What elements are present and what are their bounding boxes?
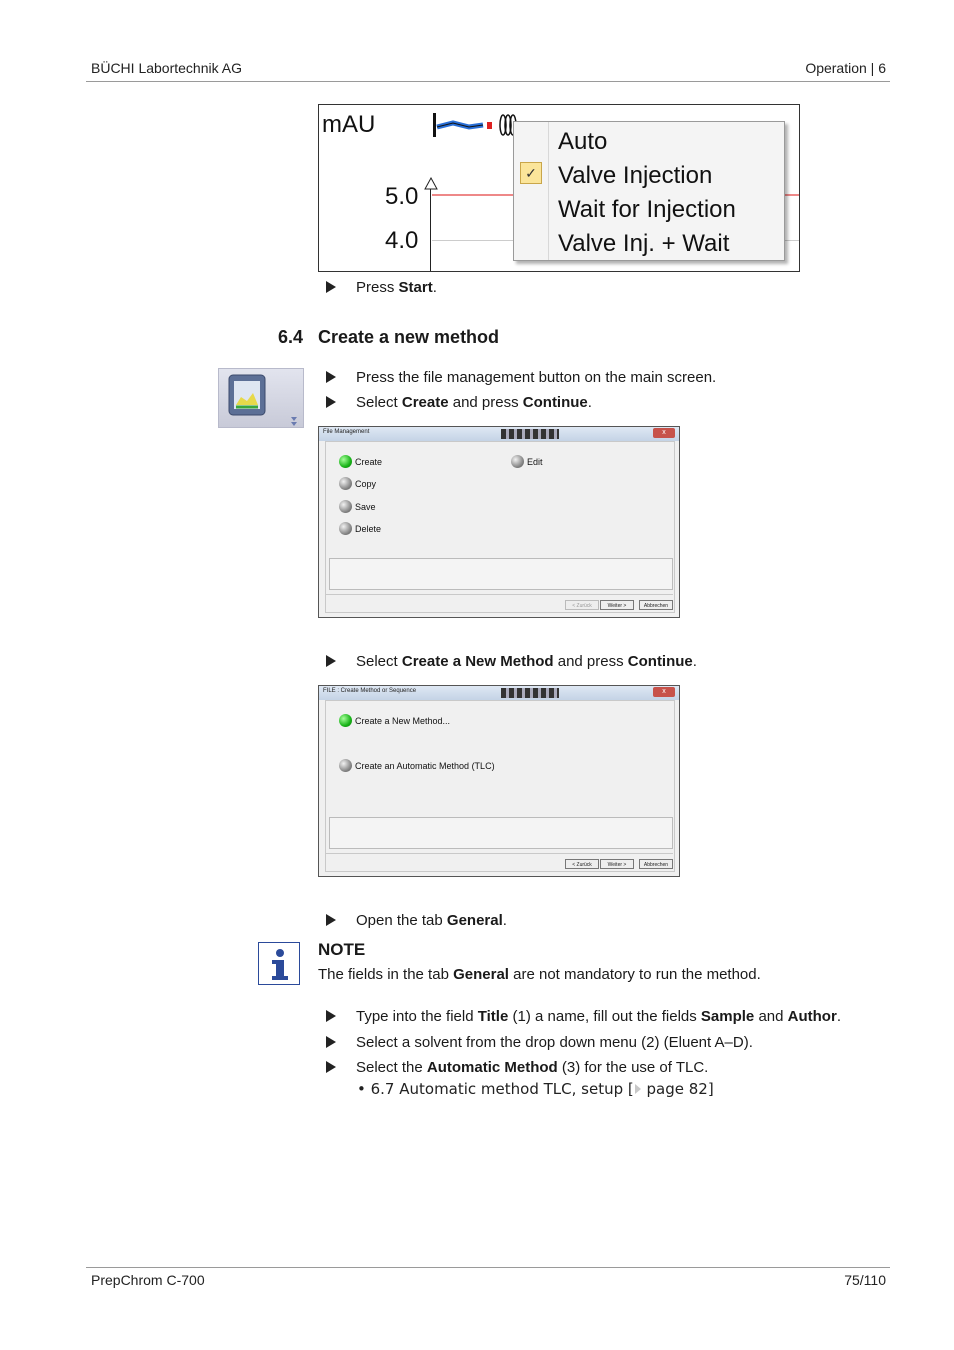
header-section: Operation | 6 [805, 60, 886, 76]
option-create[interactable]: Create [339, 455, 382, 468]
option-create-new-method[interactable]: Create a New Method... [339, 714, 450, 727]
file-management-button-icon [218, 368, 304, 428]
titlebar-pattern [501, 688, 559, 698]
continue-button[interactable]: Weiter > [600, 600, 634, 610]
chart-tick-5: 5.0 [385, 183, 419, 210]
menu-item-wait-for-injection[interactable]: Wait for Injection [558, 196, 736, 223]
option-create-automatic-method[interactable]: Create an Automatic Method (TLC) [339, 759, 495, 772]
footer-page-number: 75/110 [844, 1272, 886, 1288]
bullet-arrow-icon [326, 655, 336, 667]
axis-arrow-icon [423, 177, 439, 191]
create-method-dialog [318, 685, 680, 877]
section-title: Create a new method [318, 327, 500, 347]
radio-selected-icon [339, 455, 352, 468]
step-select-create-new-method: Select Create a New Method and press Continue. [326, 653, 697, 670]
titlebar-pattern [501, 429, 559, 439]
step-select-create: Select Create and press Continue. [326, 394, 592, 411]
section-number: 6.4 [278, 327, 304, 347]
dialog-titlebar [319, 686, 679, 700]
chart-y-axis [430, 187, 431, 271]
valve-icon [431, 111, 521, 141]
file-management-dialog [318, 426, 680, 618]
bullet-arrow-icon [326, 914, 336, 926]
bullet-arrow-icon [326, 1061, 336, 1073]
injection-mode-menu[interactable] [513, 121, 785, 261]
radio-icon [339, 759, 352, 772]
radio-icon [339, 500, 352, 513]
cancel-button[interactable]: Abbrechen [639, 859, 673, 869]
note-text: The fields in the tab General are not mandatory to run the method. [318, 966, 761, 983]
bullet-arrow-icon [326, 1036, 336, 1048]
radio-icon [511, 455, 524, 468]
step-open-tab-general: Open the tab General. [326, 912, 507, 929]
cross-reference-link[interactable]: • 6.7 Automatic method TLC, setup [ page 82] [357, 1080, 714, 1098]
screenshot-injection-menu [318, 104, 800, 272]
header-company: BÜCHI Labortechnik AG [91, 60, 242, 76]
header-rule [86, 81, 890, 82]
menu-item-valve-injection[interactable]: Valve Injection [558, 162, 713, 189]
step-press-start: Press Start. [326, 279, 437, 296]
radio-icon [339, 477, 352, 490]
menu-item-valve-inj-wait[interactable]: Valve Inj. + Wait [558, 230, 730, 257]
note-title: NOTE [318, 940, 366, 959]
chart-y-label: mAU [322, 111, 376, 138]
close-icon[interactable]: x [653, 687, 675, 697]
dialog-divider [325, 853, 673, 854]
radio-selected-icon [339, 714, 352, 727]
back-button[interactable]: < Zurück [565, 859, 599, 869]
bullet-arrow-icon [326, 281, 336, 293]
radio-icon [339, 522, 352, 535]
file-management-icon [219, 369, 303, 427]
footer-product: PrepChrom C-700 [91, 1272, 205, 1288]
option-copy[interactable]: Copy [339, 477, 376, 490]
menu-item-auto[interactable]: Auto [558, 128, 608, 155]
close-icon[interactable]: x [653, 428, 675, 438]
section-heading [278, 327, 499, 348]
option-save[interactable]: Save [339, 500, 376, 513]
bullet-arrow-icon [326, 396, 336, 408]
continue-button[interactable]: Weiter > [600, 859, 634, 869]
dialog-titlebar [319, 427, 679, 441]
bullet-arrow-icon [326, 1010, 336, 1022]
cancel-button[interactable]: Abbrechen [639, 600, 673, 610]
step-select-automatic-method: Select the Automatic Method (3) for the use of TLC. [326, 1059, 708, 1076]
footer-rule [86, 1267, 890, 1268]
info-box [329, 558, 673, 590]
dialog-title: File Management [323, 429, 370, 435]
option-edit[interactable]: Edit [511, 455, 543, 468]
step-type-title: Type into the field Title (1) a name, fill out the fields Sample and Author. [326, 1008, 841, 1025]
page-ref-arrow-icon [634, 1083, 642, 1095]
chart-tick-4: 4.0 [385, 227, 419, 254]
info-glyph-icon [259, 943, 299, 984]
option-delete[interactable]: Delete [339, 522, 381, 535]
info-box [329, 817, 673, 849]
dialog-divider [325, 594, 673, 595]
back-button[interactable]: < Zurück [565, 600, 599, 610]
info-icon [258, 942, 300, 985]
checkmark-icon: ✓ [520, 162, 542, 184]
bullet-arrow-icon [326, 371, 336, 383]
menu-separator [548, 122, 549, 260]
dialog-title: FILE : Create Method or Sequence [323, 688, 417, 694]
step-press-file-management: Press the file management button on the main screen. [326, 369, 716, 386]
step-select-solvent: Select a solvent from the drop down menu (2) (Eluent A–D). [326, 1034, 753, 1051]
